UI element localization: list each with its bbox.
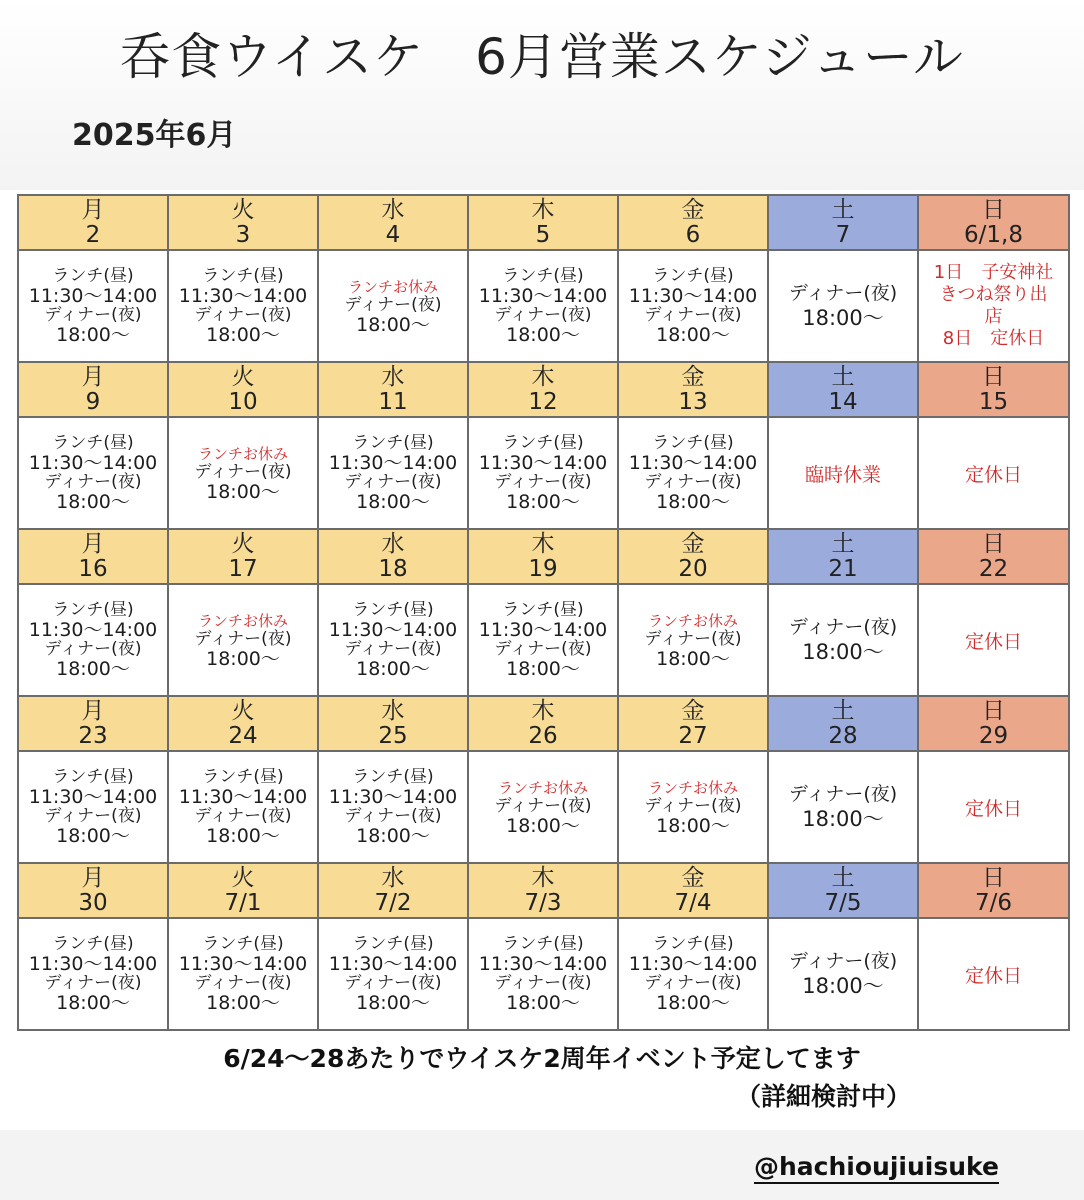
dinner-hours: 18:00〜 <box>506 491 580 513</box>
dinner-label: ディナー(夜) <box>344 806 442 826</box>
day-header-cell <box>918 362 1069 417</box>
day-schedule-cell <box>468 584 618 696</box>
dinner-label: ディナー(夜) <box>344 639 442 659</box>
day-header-cell <box>918 863 1069 918</box>
day-header-cell <box>618 362 768 417</box>
weekday-label: 月 <box>81 363 105 390</box>
weekday-label: 火 <box>231 864 255 891</box>
weekday-label: 木 <box>531 363 555 390</box>
date-label: 7/4 <box>674 889 712 916</box>
dinner-hours: 18:00〜 <box>206 647 280 670</box>
day-header-cell <box>768 529 918 584</box>
lunch-label: ランチ(昼) <box>352 767 434 787</box>
date-label: 6/1,8 <box>964 221 1023 248</box>
dinner-label: ディナー(夜) <box>644 305 742 325</box>
dinner-label: ディナー(夜) <box>44 806 142 826</box>
day-header-cell <box>918 529 1069 584</box>
weekday-label: 水 <box>381 697 405 724</box>
lunch-hours: 11:30〜14:00 <box>478 285 608 307</box>
dinner-hours: 18:00〜 <box>206 480 280 503</box>
event-notice: 6/24〜28あたりでウイスケ2周年イベント予定してます <box>223 1044 861 1073</box>
lunch-label: ランチ(昼) <box>202 266 284 286</box>
day-header-cell <box>768 195 918 250</box>
day-schedule-cell <box>168 751 318 863</box>
lunch-hours: 11:30〜14:00 <box>628 452 758 474</box>
dinner-label: ディナー(夜) <box>44 639 142 659</box>
date-label: 11 <box>378 388 408 415</box>
day-header-cell <box>168 696 318 751</box>
date-label: 15 <box>978 388 1009 415</box>
day-schedule-cell <box>768 250 918 362</box>
schedule-note-line: きつね祭り出 <box>939 284 1048 305</box>
weekday-label: 日 <box>982 697 1005 724</box>
dinner-hours: 18:00〜 <box>506 658 580 680</box>
dinner-hours: 18:00〜 <box>56 491 130 513</box>
lunch-hours: 11:30〜14:00 <box>478 953 608 975</box>
lunch-closed-label: ランチお休み <box>197 444 288 463</box>
dinner-label: ディナー(夜) <box>644 472 742 492</box>
date-label: 10 <box>228 388 258 415</box>
date-label: 7/5 <box>824 889 862 916</box>
weekday-label: 金 <box>681 864 705 891</box>
date-label: 16 <box>78 555 108 582</box>
weekday-label: 金 <box>681 363 705 390</box>
day-header-cell <box>618 863 768 918</box>
lunch-closed-label: ランチお休み <box>497 778 588 797</box>
date-label: 20 <box>678 555 708 582</box>
lunch-label: ランチ(昼) <box>352 433 434 453</box>
day-schedule-cell <box>318 250 468 362</box>
dinner-label: ディナー(夜) <box>494 973 592 993</box>
day-schedule-cell <box>168 918 318 1030</box>
dinner-label: ディナー(夜) <box>344 294 442 315</box>
weekday-label: 火 <box>231 196 255 223</box>
day-header-cell <box>468 195 618 250</box>
day-header-cell <box>618 529 768 584</box>
day-schedule-cell <box>18 584 168 696</box>
day-header-cell <box>18 529 168 584</box>
dinner-label: ディナー(夜) <box>644 628 742 649</box>
day-schedule-cell <box>318 751 468 863</box>
week-body-row <box>18 918 1069 1030</box>
week-body-row <box>18 250 1069 362</box>
closed-label: 定休日 <box>964 797 1022 820</box>
dinner-label: ディナー(夜) <box>494 472 592 492</box>
lunch-hours: 11:30〜14:00 <box>478 619 608 641</box>
lunch-label: ランチ(昼) <box>52 433 134 453</box>
lunch-hours: 11:30〜14:00 <box>628 953 758 975</box>
day-header-cell <box>618 696 768 751</box>
day-header-cell <box>168 362 318 417</box>
dinner-hours: 18:00〜 <box>356 825 430 847</box>
lunch-hours: 11:30〜14:00 <box>478 452 608 474</box>
lunch-hours: 11:30〜14:00 <box>178 953 308 975</box>
day-schedule-cell <box>318 417 468 529</box>
lunch-label: ランチ(昼) <box>202 767 284 787</box>
weekday-label: 土 <box>831 530 855 557</box>
lunch-hours: 11:30〜14:00 <box>328 786 458 808</box>
week-header-row <box>18 362 1069 417</box>
closed-label: 定休日 <box>964 964 1022 987</box>
lunch-hours: 11:30〜14:00 <box>28 619 158 641</box>
dinner-hours: 18:00〜 <box>206 825 280 847</box>
dinner-label: ディナー(夜) <box>788 950 898 972</box>
lunch-label: ランチ(昼) <box>52 934 134 954</box>
day-schedule-cell <box>768 918 918 1030</box>
dinner-label: ディナー(夜) <box>344 472 442 492</box>
weekday-label: 火 <box>231 363 255 390</box>
dinner-hours: 18:00〜 <box>356 992 430 1014</box>
day-schedule-cell <box>18 417 168 529</box>
date-label: 30 <box>78 889 108 916</box>
lunch-hours: 11:30〜14:00 <box>28 953 158 975</box>
weekday-label: 水 <box>381 530 405 557</box>
closed-label: 臨時休業 <box>804 463 881 486</box>
weekday-label: 土 <box>831 864 855 891</box>
day-header-cell <box>18 863 168 918</box>
week-header-row <box>18 696 1069 751</box>
dinner-label: ディナー(夜) <box>194 973 292 993</box>
dinner-label: ディナー(夜) <box>344 973 442 993</box>
day-schedule-cell <box>468 751 618 863</box>
lunch-label: ランチ(昼) <box>502 266 584 286</box>
dinner-hours: 18:00〜 <box>656 814 730 837</box>
dinner-label: ディナー(夜) <box>44 305 142 325</box>
day-header-cell <box>468 529 618 584</box>
day-header-cell <box>318 863 468 918</box>
dinner-hours: 18:00〜 <box>206 992 280 1014</box>
dinner-hours: 18:00〜 <box>56 324 130 346</box>
date-label: 7/3 <box>524 889 562 916</box>
week-body-row <box>18 751 1069 863</box>
lunch-label: ランチ(昼) <box>502 600 584 620</box>
instagram-handle[interactable] <box>754 1150 999 1184</box>
lunch-label: ランチ(昼) <box>352 934 434 954</box>
day-schedule-cell <box>18 918 168 1030</box>
day-header-cell <box>768 863 918 918</box>
dinner-hours: 18:00〜 <box>656 491 730 513</box>
day-schedule-cell <box>918 417 1069 529</box>
lunch-hours: 11:30〜14:00 <box>328 452 458 474</box>
dinner-hours: 18:00〜 <box>506 324 580 346</box>
day-schedule-cell <box>468 918 618 1030</box>
event-notice-detail: （詳細検討中） <box>736 1082 912 1111</box>
dinner-hours: 18:00〜 <box>356 313 430 336</box>
weekday-label: 水 <box>381 196 405 223</box>
dinner-hours: 18:00〜 <box>356 658 430 680</box>
day-header-cell <box>768 362 918 417</box>
weekday-label: 土 <box>831 196 855 223</box>
dinner-hours: 18:00〜 <box>802 306 884 330</box>
date-label: 27 <box>678 722 708 749</box>
dinner-label: ディナー(夜) <box>194 806 292 826</box>
day-schedule-cell <box>468 250 618 362</box>
date-label: 6 <box>685 221 701 248</box>
dinner-hours: 18:00〜 <box>802 640 884 664</box>
dinner-hours: 18:00〜 <box>802 807 884 831</box>
day-header-cell <box>918 195 1069 250</box>
day-schedule-cell <box>918 918 1069 1030</box>
day-schedule-cell <box>768 751 918 863</box>
dinner-label: ディナー(夜) <box>494 639 592 659</box>
date-label: 7/6 <box>974 889 1012 916</box>
week-header-row <box>18 529 1069 584</box>
day-schedule-cell <box>918 250 1069 362</box>
day-schedule-cell <box>768 584 918 696</box>
week-body-row <box>18 417 1069 529</box>
dinner-hours: 18:00〜 <box>656 992 730 1014</box>
lunch-closed-label: ランチお休み <box>647 611 738 630</box>
date-label: 21 <box>828 555 858 582</box>
day-schedule-cell <box>918 751 1069 863</box>
day-header-cell <box>168 529 318 584</box>
day-header-cell <box>468 362 618 417</box>
schedule-note-line: 8日 定休日 <box>942 328 1045 349</box>
dinner-hours: 18:00〜 <box>56 992 130 1014</box>
day-header-cell <box>18 195 168 250</box>
day-schedule-cell <box>168 584 318 696</box>
date-label: 2 <box>85 221 101 248</box>
dinner-hours: 18:00〜 <box>506 992 580 1014</box>
schedule-note-line: 1日 子安神社 <box>933 262 1054 283</box>
date-label: 7/1 <box>224 889 262 916</box>
day-schedule-cell <box>768 417 918 529</box>
date-label: 23 <box>78 722 108 749</box>
date-label: 12 <box>528 388 558 415</box>
lunch-hours: 11:30〜14:00 <box>28 452 158 474</box>
weekday-label: 水 <box>381 864 405 891</box>
instagram-handle-text: @hachioujiuisuke <box>754 1152 999 1181</box>
weekday-label: 金 <box>681 196 705 223</box>
date-label: 28 <box>828 722 858 749</box>
weekday-label: 金 <box>681 697 705 724</box>
weekday-label: 日 <box>982 530 1005 557</box>
weekday-label: 日 <box>982 196 1005 223</box>
weekday-label: 土 <box>831 697 855 724</box>
lunch-closed-label: ランチお休み <box>647 778 738 797</box>
weekday-label: 木 <box>531 697 555 724</box>
lunch-label: ランチ(昼) <box>352 600 434 620</box>
day-header-cell <box>168 863 318 918</box>
weekday-label: 月 <box>81 196 105 223</box>
date-label: 7 <box>835 221 851 248</box>
weekday-label: 土 <box>831 363 855 390</box>
dinner-label: ディナー(夜) <box>494 305 592 325</box>
weekday-label: 日 <box>982 363 1005 390</box>
closed-label: 定休日 <box>964 630 1022 653</box>
date-label: 24 <box>228 722 258 749</box>
dinner-label: ディナー(夜) <box>788 282 898 304</box>
weekday-label: 木 <box>531 530 555 557</box>
dinner-label: ディナー(夜) <box>44 472 142 492</box>
day-header-cell <box>168 195 318 250</box>
lunch-closed-label: ランチお休み <box>197 611 288 630</box>
dinner-label: ディナー(夜) <box>644 795 742 816</box>
weekday-label: 月 <box>81 864 105 891</box>
week-header-row <box>18 863 1069 918</box>
day-schedule-cell <box>918 584 1069 696</box>
day-schedule-cell <box>168 250 318 362</box>
date-label: 3 <box>235 221 251 248</box>
date-label: 18 <box>378 555 408 582</box>
dinner-hours: 18:00〜 <box>656 324 730 346</box>
dinner-label: ディナー(夜) <box>644 973 742 993</box>
dinner-hours: 18:00〜 <box>656 647 730 670</box>
dinner-label: ディナー(夜) <box>194 461 292 482</box>
dinner-hours: 18:00〜 <box>206 324 280 346</box>
lunch-label: ランチ(昼) <box>52 266 134 286</box>
lunch-hours: 11:30〜14:00 <box>28 285 158 307</box>
day-schedule-cell <box>618 751 768 863</box>
weekday-label: 金 <box>681 530 705 557</box>
weekday-label: 水 <box>381 363 405 390</box>
day-header-cell <box>618 195 768 250</box>
dinner-label: ディナー(夜) <box>788 616 898 638</box>
day-schedule-cell <box>18 250 168 362</box>
lunch-label: ランチ(昼) <box>202 934 284 954</box>
dinner-hours: 18:00〜 <box>802 974 884 998</box>
lunch-label: ランチ(昼) <box>52 600 134 620</box>
lunch-hours: 11:30〜14:00 <box>178 285 308 307</box>
schedule-calendar <box>17 194 1070 1031</box>
lunch-label: ランチ(昼) <box>502 934 584 954</box>
lunch-hours: 11:30〜14:00 <box>628 285 758 307</box>
date-label: 25 <box>378 722 408 749</box>
lunch-label: ランチ(昼) <box>652 433 734 453</box>
page-title: 呑食ウイスケ 6月営業スケジュール <box>120 28 964 86</box>
weekday-label: 月 <box>81 530 105 557</box>
weekday-label: 日 <box>982 864 1005 891</box>
day-schedule-cell <box>318 584 468 696</box>
day-schedule-cell <box>618 250 768 362</box>
weekday-label: 火 <box>231 697 255 724</box>
lunch-hours: 11:30〜14:00 <box>178 786 308 808</box>
dinner-hours: 18:00〜 <box>56 825 130 847</box>
day-header-cell <box>18 362 168 417</box>
date-label: 4 <box>385 221 401 248</box>
date-label: 9 <box>85 388 101 415</box>
lunch-label: ランチ(昼) <box>52 767 134 787</box>
lunch-hours: 11:30〜14:00 <box>28 786 158 808</box>
date-label: 26 <box>528 722 558 749</box>
day-header-cell <box>768 696 918 751</box>
dinner-label: ディナー(夜) <box>44 973 142 993</box>
day-schedule-cell <box>318 918 468 1030</box>
weekday-label: 木 <box>531 196 555 223</box>
date-label: 13 <box>678 388 708 415</box>
weekday-label: 火 <box>231 530 255 557</box>
weekday-label: 木 <box>531 864 555 891</box>
lunch-label: ランチ(昼) <box>652 934 734 954</box>
dinner-hours: 18:00〜 <box>56 658 130 680</box>
day-schedule-cell <box>618 584 768 696</box>
lunch-hours: 11:30〜14:00 <box>328 953 458 975</box>
month-label: 2025年6月 <box>72 118 237 153</box>
day-schedule-cell <box>18 751 168 863</box>
dinner-label: ディナー(夜) <box>194 305 292 325</box>
lunch-closed-label: ランチお休み <box>347 277 438 296</box>
day-schedule-cell <box>618 417 768 529</box>
day-header-cell <box>318 696 468 751</box>
date-label: 17 <box>228 555 258 582</box>
week-body-row <box>18 584 1069 696</box>
day-schedule-cell <box>618 918 768 1030</box>
day-schedule-cell <box>468 417 618 529</box>
dinner-label: ディナー(夜) <box>788 783 898 805</box>
day-header-cell <box>468 863 618 918</box>
closed-label: 定休日 <box>964 463 1022 486</box>
week-header-row <box>18 195 1069 250</box>
day-header-cell <box>318 529 468 584</box>
day-header-cell <box>918 696 1069 751</box>
date-label: 5 <box>535 221 551 248</box>
day-header-cell <box>318 362 468 417</box>
date-label: 7/2 <box>374 889 412 916</box>
day-schedule-cell <box>168 417 318 529</box>
date-label: 29 <box>978 722 1009 749</box>
lunch-label: ランチ(昼) <box>652 266 734 286</box>
day-header-cell <box>318 195 468 250</box>
lunch-hours: 11:30〜14:00 <box>328 619 458 641</box>
day-header-cell <box>18 696 168 751</box>
date-label: 14 <box>828 388 858 415</box>
dinner-label: ディナー(夜) <box>494 795 592 816</box>
lunch-label: ランチ(昼) <box>502 433 584 453</box>
dinner-hours: 18:00〜 <box>506 814 580 837</box>
date-label: 19 <box>528 555 558 582</box>
date-label: 22 <box>978 555 1009 582</box>
dinner-label: ディナー(夜) <box>194 628 292 649</box>
weekday-label: 月 <box>81 697 105 724</box>
schedule-note-line: 店 <box>984 306 1003 327</box>
dinner-hours: 18:00〜 <box>356 491 430 513</box>
day-header-cell <box>468 696 618 751</box>
